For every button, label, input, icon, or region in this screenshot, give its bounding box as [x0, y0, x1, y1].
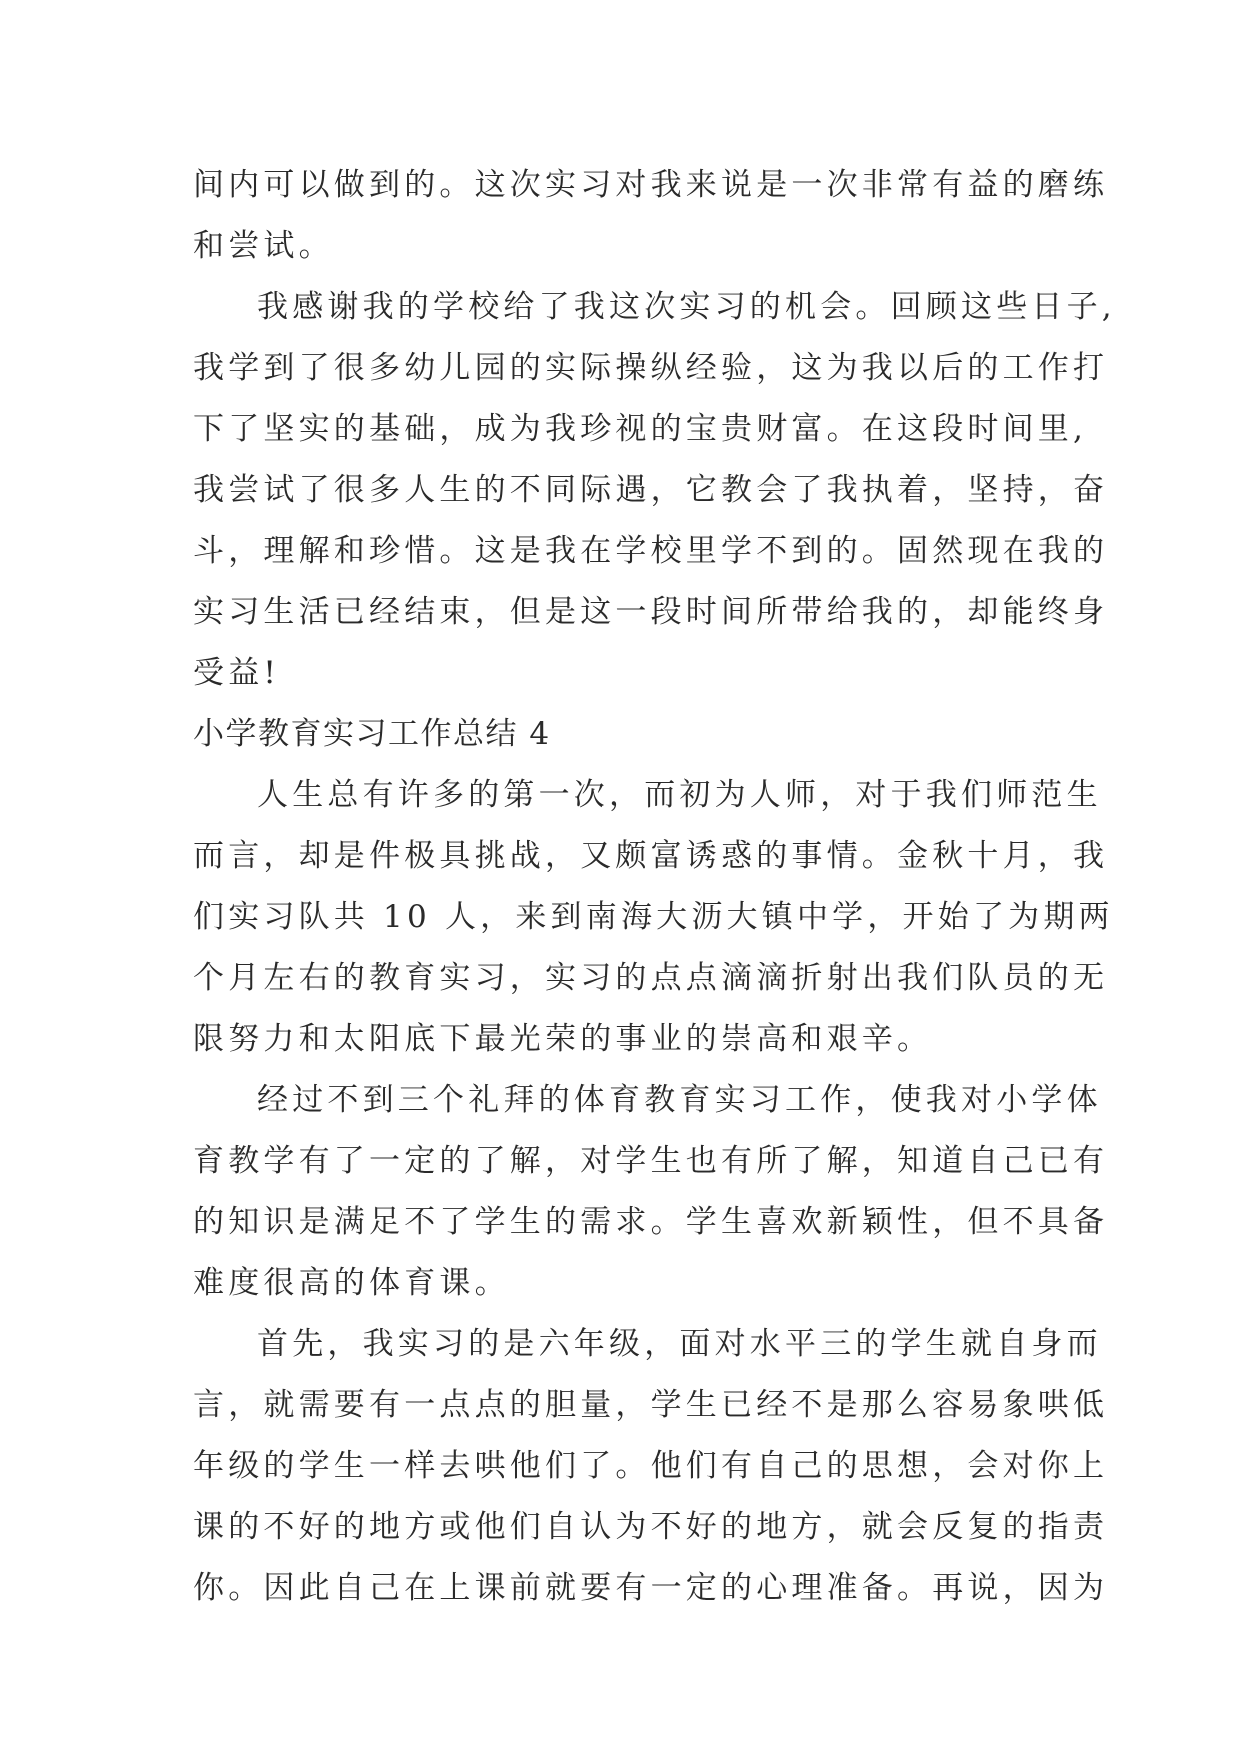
text-line: 难度很高的体育课。	[193, 1265, 510, 1301]
paragraph-start-line: 首先，我实习的是六年级，面对水平三的学生就自身而	[257, 1326, 1102, 1362]
text-line: 间内可以做到的。这次实习对我来说是一次非常有益的磨练	[193, 167, 1109, 203]
text-line: 个月左右的教育实习，实习的点点滴滴折射出我们队员的无	[193, 960, 1109, 996]
text-line: 言，就需要有一点点的胆量，学生已经不是那么容易象哄低	[193, 1387, 1109, 1423]
paragraph-start-line: 我感谢我的学校给了我这次实习的机会。回顾这些日子,	[257, 289, 1116, 325]
paragraph-start-line: 人生总有许多的第一次，而初为人师，对于我们师范生	[257, 777, 1102, 813]
paragraph-start-line: 经过不到三个礼拜的体育教育实习工作，使我对小学体	[257, 1082, 1102, 1118]
text-line: 和尝试。	[193, 228, 334, 264]
text-line: 年级的学生一样去哄他们了。他们有自己的思想，会对你上	[193, 1448, 1109, 1484]
text-line: 我尝试了很多人生的不同际遇，它教会了我执着，坚持，奋	[193, 472, 1109, 508]
text-line: 斗，理解和珍惜。这是我在学校里学不到的。固然现在我的	[193, 533, 1109, 569]
section-heading: 小学教育实习工作总结 4	[193, 716, 551, 752]
text-line: 育教学有了一定的了解，对学生也有所了解，知道自己已有	[193, 1143, 1109, 1179]
text-line: 课的不好的地方或他们自认为不好的地方，就会反复的指责	[193, 1509, 1109, 1545]
text-line: 实习生活已经结束，但是这一段时间所带给我的，却能终身	[193, 594, 1109, 630]
text-line: 的知识是满足不了学生的需求。学生喜欢新颖性，但不具备	[193, 1204, 1109, 1240]
text-line: 们实习队共 10 人，来到南海大沥大镇中学，开始了为期两	[193, 899, 1114, 935]
text-line: 下了坚实的基础，成为我珍视的宝贵财富。在这段时间里,	[193, 411, 1088, 447]
text-line: 你。因此自己在上课前就要有一定的心理准备。再说，因为	[193, 1570, 1109, 1606]
text-line: 受益!	[193, 655, 281, 691]
text-line: 我学到了很多幼儿园的实际操纵经验，这为我以后的工作打	[193, 350, 1109, 386]
text-line: 限努力和太阳底下最光荣的事业的崇高和艰辛。	[193, 1021, 933, 1057]
text-line: 而言，却是件极具挑战，又颇富诱惑的事情。金秋十月，我	[193, 838, 1109, 874]
document-body	[193, 155, 1116, 1619]
